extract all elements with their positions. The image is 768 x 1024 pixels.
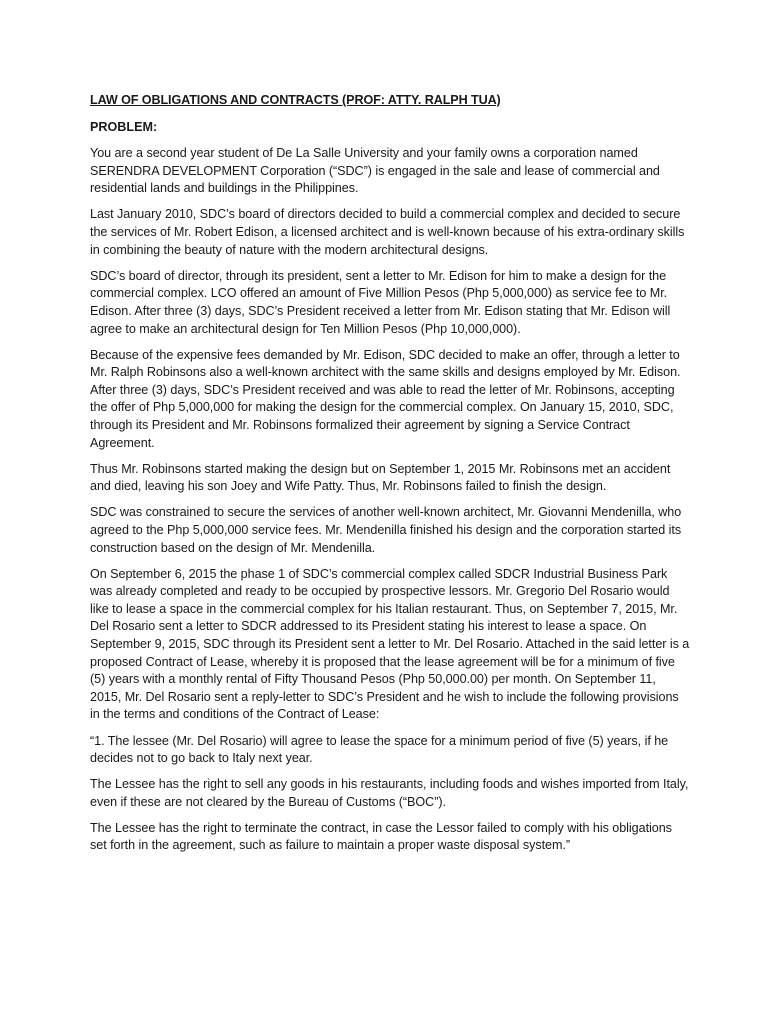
paragraph: SDC’s board of director, through its president, sent a letter to Mr. Edison for him to make a design for the commercial complex. LCO offered an amount of Five Million Pesos (Php 5,000,000) as service fee to Mr. Edison. After three (3) days, SDC’s President received a letter from Mr. Edison stating that Mr. Edison will agree to make an architectural design for Ten Million Pesos (Php 10,000,000). (90, 268, 671, 336)
paragraph: You are a second year student of De La Salle University and your family owns a corporation named SERENDRA DEVELOPMENT Corporation (“SDC”) is engaged in the sale and lease of commercial and residential lands and buildings in the Philippines. (90, 146, 660, 196)
paragraph: On September 6, 2015 the phase 1 of SDC’s commercial complex called SDCR Industrial Business Park was already completed and ready to be occupied by prospective lessors. Mr. Gregorio Del Rosario would like to lease a space in the commercial complex for his Italian restaurant. Thus, on September 7, 2015, Mr. Del Rosario sent a letter to SDCR addressed to its President stating his interest to lease a space. On September 9, 2015, SDC through its President sent a letter to Mr. Del Rosario. Attached in the said letter is a proposed Contract of Lease, whereby it is proposed that the lease agreement will be for a minimum of five (5) years with a monthly rental of Fifty Thousand Pesos (Php 50,000.00) per month. On September 11, 2015, Mr. Del Rosario sent a reply-letter to SDC’s President and he wish to include the following provisions in the terms and conditions of the Contract of Lease: (90, 566, 690, 722)
paragraph: Because of the expensive fees demanded by Mr. Edison, SDC decided to make an offer, through a letter to Mr. Ralph Robinsons also a well-known architect with the same skills and designs employed by Mr. Edison. After three (3) days, SDC’s President received and was able to read the letter of Mr. Robinsons, accepting the offer of Php 5,000,000 for making the design for the commercial complex. On January 15, 2010, SDC, through its President and Mr. Robinsons formalized their agreement by signing a Service Contract Agreement. (90, 347, 681, 450)
document-title: LAW OF OBLIGATIONS AND CONTRACTS (PROF: ATTY. RALPH TUA) (90, 93, 501, 107)
paragraph: SDC was constrained to secure the services of another well-known architect, Mr. Giovanni Mendenilla, who agreed to the Php 5,000,000 service fees. Mr. Mendenilla finished his design and the corporation started its construction based on the design of Mr. Mendenilla. (90, 505, 682, 555)
document-page (90, 92, 690, 864)
paragraph: Last January 2010, SDC’s board of directors decided to build a commercial complex and decided to secure the services of Mr. Robert Edison, a licensed architect and is well-known because of his extra-ordinary skills in combining the beauty of nature with the modern architectural designs. (90, 207, 685, 257)
paragraph: The Lessee has the right to sell any goods in his restaurants, including foods and wishes imported from Italy, even if these are not cleared by the Bureau of Customs (“BOC”). (90, 777, 689, 809)
section-label: PROBLEM: (90, 119, 158, 134)
paragraph: Thus Mr. Robinsons started making the design but on September 1, 2015 Mr. Robinsons met an accident and died, leaving his son Joey and Wife Patty. Thus, Mr. Robinsons failed to finish the design. (90, 461, 671, 494)
paragraph: The Lessee has the right to terminate the contract, in case the Lessor failed to comply with his obligations set forth in the agreement, such as failure to maintain a proper waste disposal system.” (90, 820, 672, 853)
paragraph: “1. The lessee (Mr. Del Rosario) will agree to lease the space for a minimum period of five (5) years, if he decides not to go back to Italy next year. (90, 733, 669, 766)
